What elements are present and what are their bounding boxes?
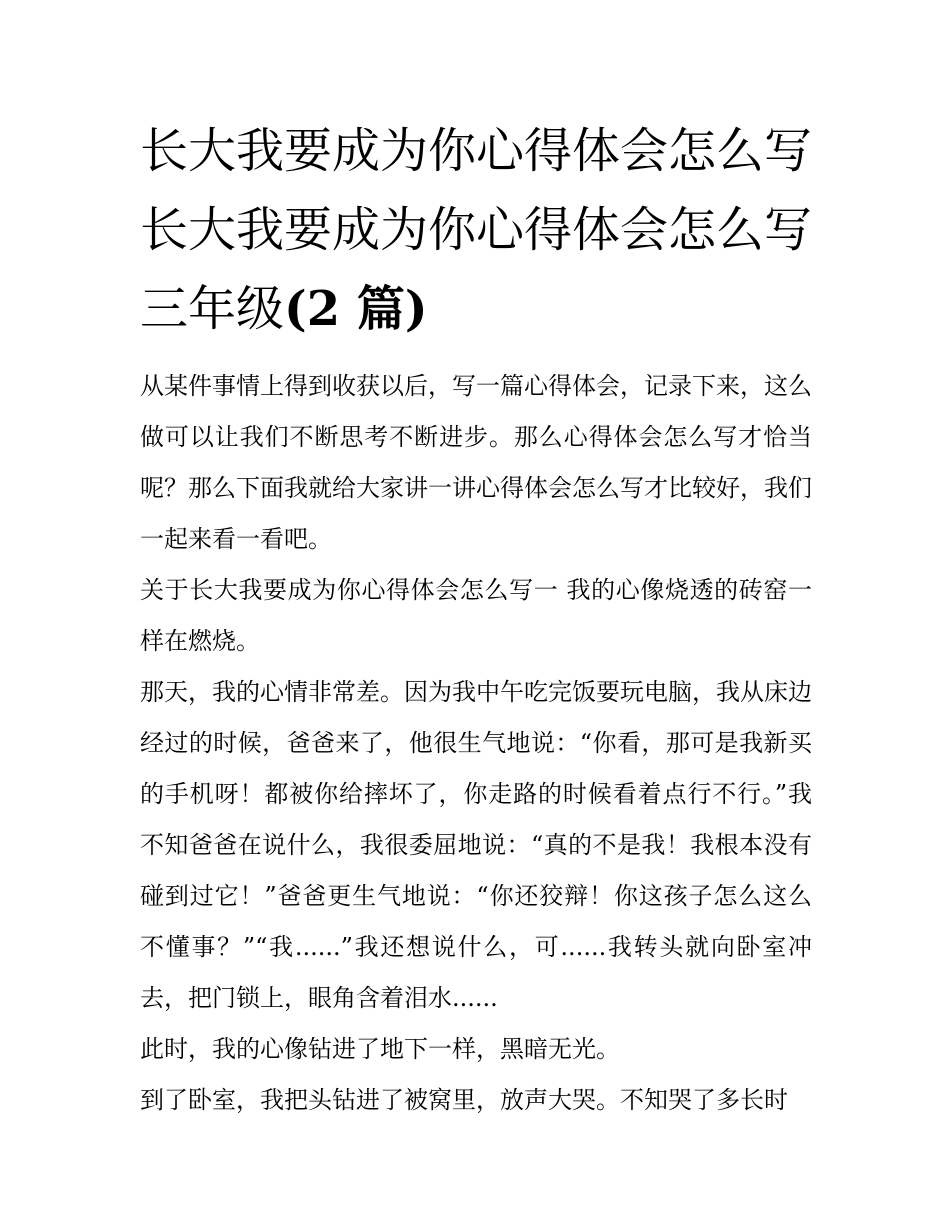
document-title xyxy=(140,112,812,349)
story-paragraph: 到了卧室，我把头钻进了被窝里，放声大哭。不知哭了多长时 xyxy=(140,1086,788,1114)
story-paragraph: 此时，我的心像钻进了地下一样，黑暗无光。 xyxy=(140,1035,620,1063)
title-text: 长大我要成为你心得体会怎么写 长大我要成为你心得体会怎么写三年级 xyxy=(140,123,813,337)
section-heading-paragraph: 关于长大我要成为你心得体会怎么写一 我的心像烧透的砖窑一样在燃烧。 xyxy=(140,576,812,655)
intro-paragraph: 从某件事情上得到收获以后，写一篇心得体会，记录下来，这么做可以让我们不断思考不断进步。那么心得体会怎么写才恰当呢？那么下面我就给大家讲一讲心得体会怎么写才比较好，我们一起来看一看吧。 xyxy=(140,372,812,553)
document-body xyxy=(140,112,812,1126)
title-count: (2 篇) xyxy=(284,281,428,337)
story-paragraph: 那天，我的心情非常差。因为我中午吃完饭要玩电脑，我从床边经过的时候，爸爸来了，他很生气地说：“你看，那可是我新买的手机呀！都被你给摔坏了，你走路的时候看着点行不行。”我不知爸爸在说什么，我很委屈地说：“真的不是我！我根本没有碰到过它！”爸爸更生气地说：“你还狡辩！你这孩子怎么这么不懂事？”“我......”我还想说什么，可......我转头就向卧室冲去，把门锁上，眼角含着泪水...... xyxy=(140,678,812,1012)
